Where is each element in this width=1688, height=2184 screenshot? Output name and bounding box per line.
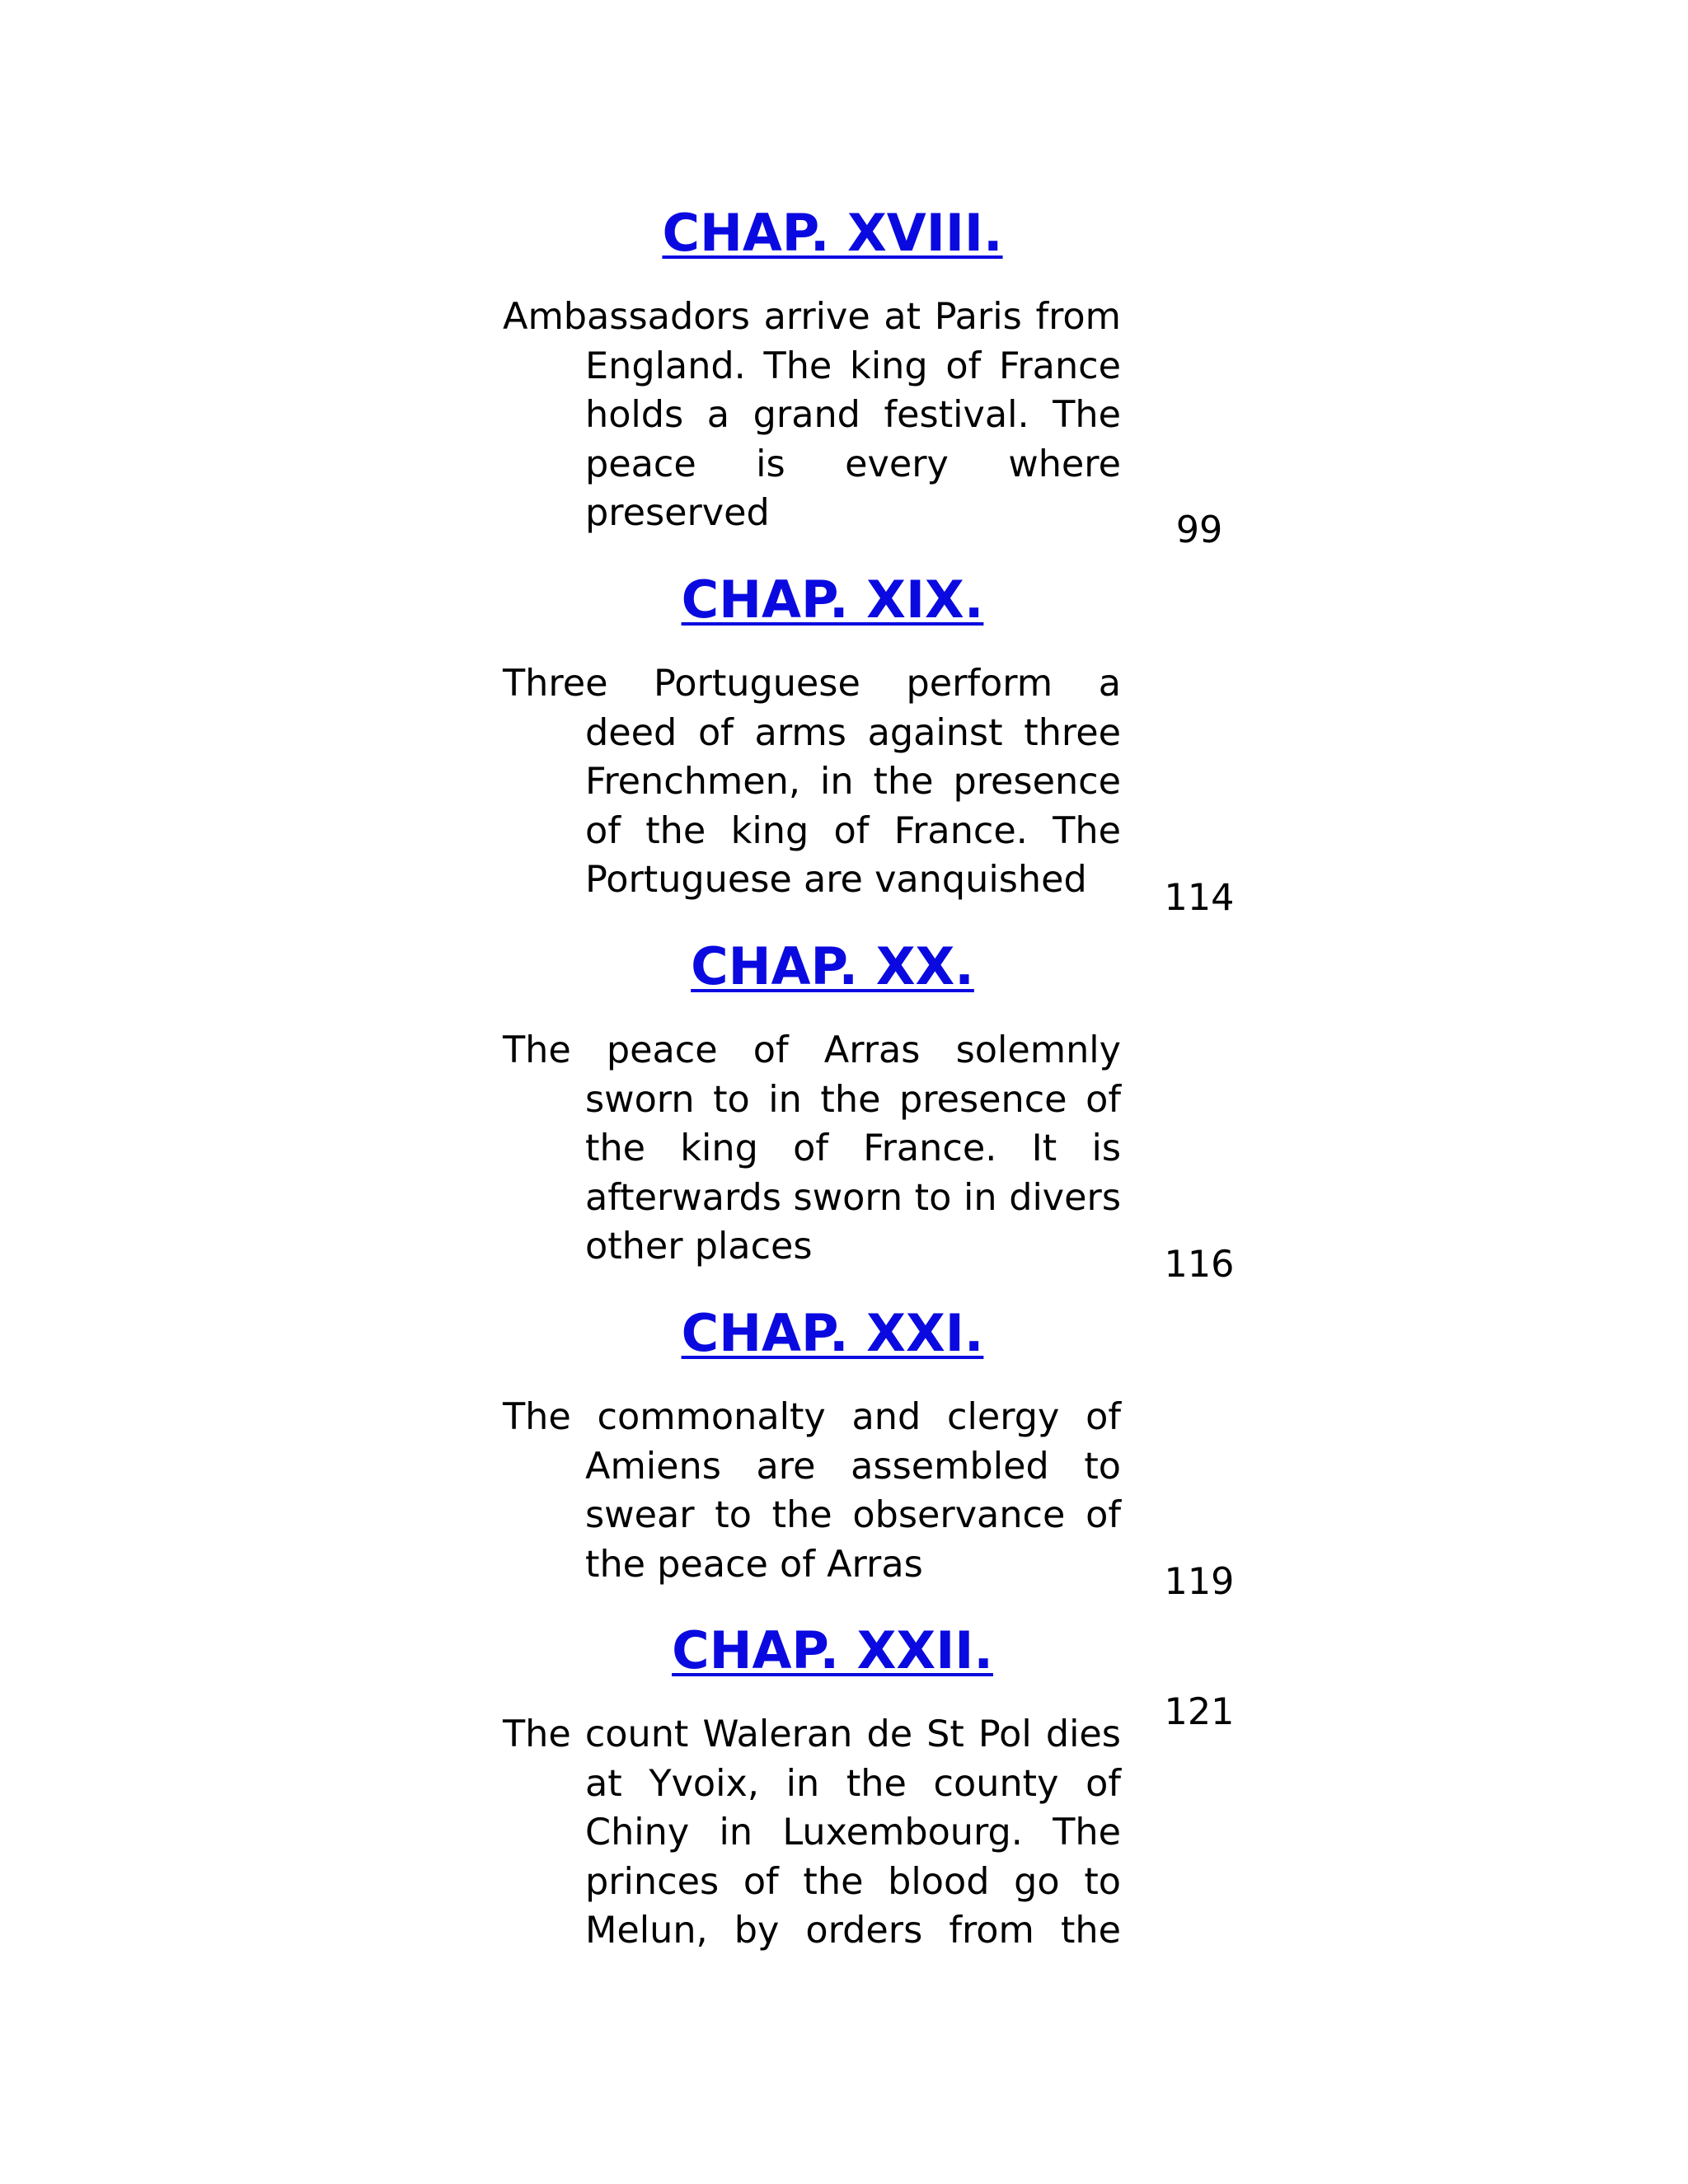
chapter-description: The count Waleran de St Pol dies at Yvoix, in the county of Chiny in Luxembourg. The princes of the blood go to Melun, by orders from the xyxy=(503,1713,1121,1952)
chapter-description: The commonalty and clergy of Amiens are assembled to swear to the observance of the peace of Arras xyxy=(503,1396,1121,1586)
chapter-heading-link[interactable]: CHAP. XIX. xyxy=(681,569,984,630)
chapter-page-number[interactable]: 116 xyxy=(1164,1244,1235,1286)
chapter-page-number[interactable]: 114 xyxy=(1164,877,1235,919)
chapter-heading-link[interactable]: CHAP. XX. xyxy=(691,936,974,996)
chapter-description: Ambassadors arrive at Paris from England. The king of France holds a grand festival. The peace is every where preserved xyxy=(503,296,1121,534)
chapter-page-number[interactable]: 121 xyxy=(1164,1691,1235,1733)
chapter-heading-link[interactable]: CHAP. XXII. xyxy=(672,1620,993,1680)
chapter-description: Three Portuguese perform a deed of arms against three Frenchmen, in the presence of the king of France. The Portuguese are vanquished xyxy=(503,663,1121,901)
chapter-heading-link[interactable]: CHAP. XXI. xyxy=(681,1303,984,1363)
chapter-page-number[interactable]: 99 xyxy=(1175,509,1223,551)
chapter-description: The peace of Arras solemnly sworn to in the presence of the king of France. It is afterwards sworn to in divers other places xyxy=(503,1029,1121,1268)
chapter-heading-link[interactable]: CHAP. XVIII. xyxy=(662,203,1003,263)
chapter-page-number[interactable]: 119 xyxy=(1164,1561,1235,1603)
